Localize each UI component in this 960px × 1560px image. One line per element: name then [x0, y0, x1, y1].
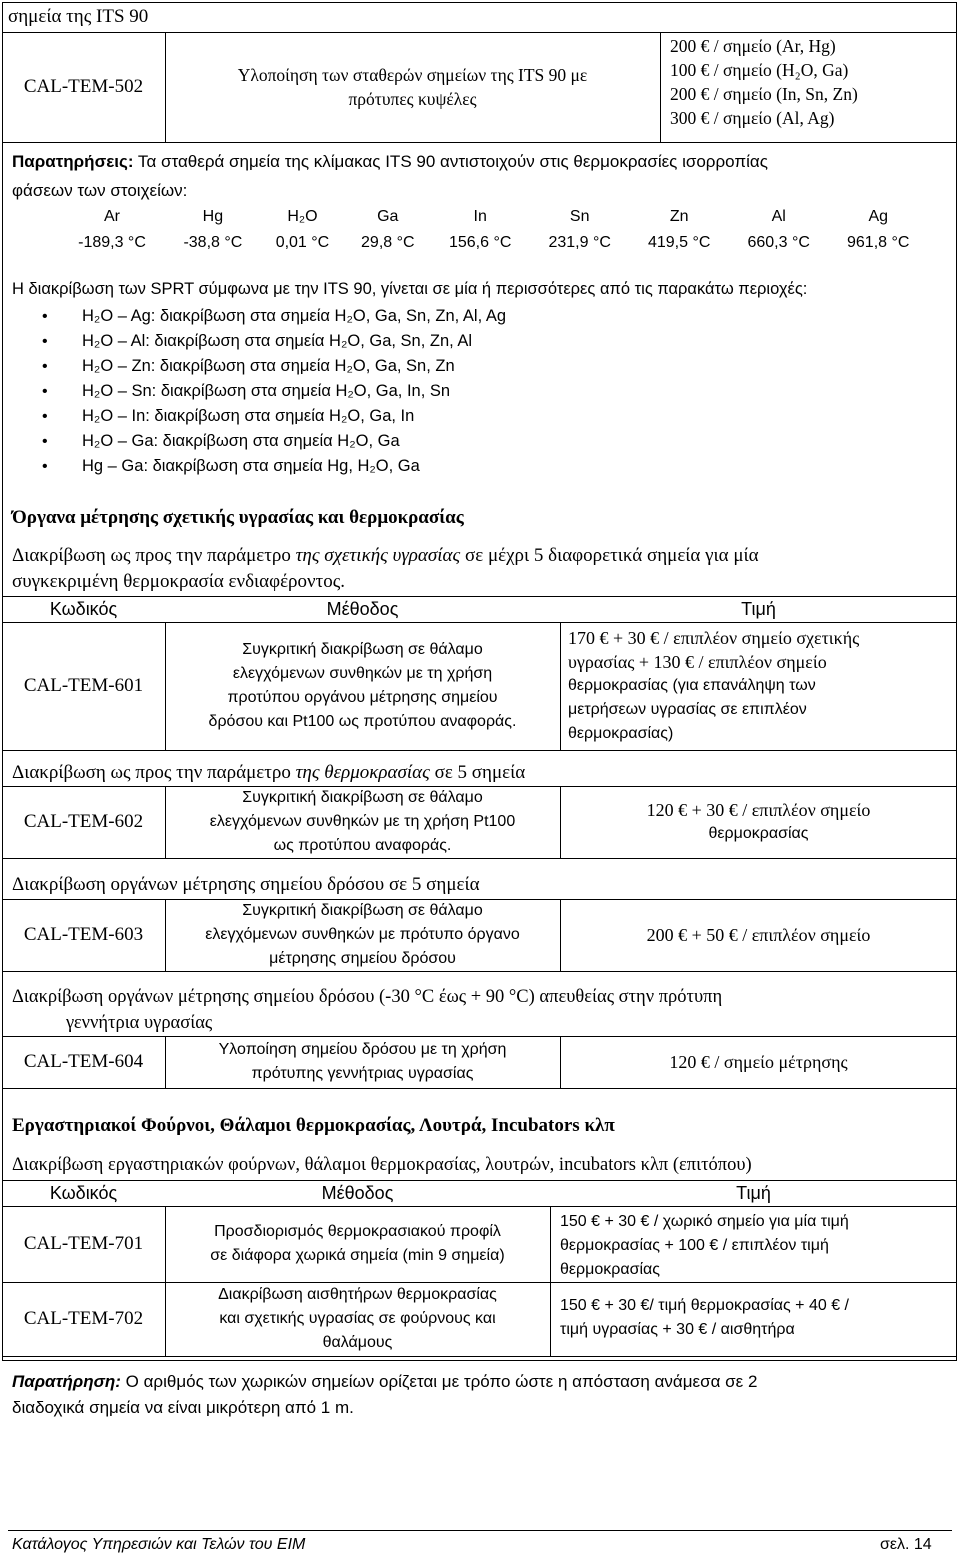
- humidity-sub1-post: σε μέχρι 5 διαφορετικά σημεία για μία: [460, 545, 759, 566]
- its-col-divider-2: [660, 32, 661, 142]
- price-line: 170 € + 30 € / επιπλέον σημείο σχετικής: [568, 628, 860, 648]
- temperature: 961,8 °C: [847, 234, 910, 251]
- price-line: θερμοκρασίας): [568, 725, 674, 742]
- price-line: τιμή υγρασίας + 30 € / αισθητήρα: [560, 1321, 795, 1338]
- col-header-price: Τιμή: [736, 1182, 771, 1203]
- temperature: 419,5 °C: [647, 234, 711, 251]
- col-header-code: Κωδικός: [49, 598, 118, 619]
- list-item: • H₂O – Al: διακρίβωση στα σημεία H₂O, Ga, Sn, Zn, Al: [0, 329, 900, 354]
- row-602-price: [560, 786, 957, 858]
- method-line: και σχετικής υγρασίας σε φούρνους και: [219, 1310, 496, 1327]
- its-col-divider-1: [165, 32, 166, 142]
- remarks-text-1: Τα σταθερά σημεία της κλίμακας ITS 90 αντιστοιχούν στις θερμοκρασίες ισορροπίας: [137, 152, 768, 171]
- footer-rule: [8, 1530, 952, 1531]
- humidity-sub1-pre: Διακρίβωση ως προς την παράμετρο: [12, 545, 296, 566]
- remarks-line1: [12, 152, 768, 172]
- price-line: θερμοκρασίας + 100 € / επιπλέον τιμή: [560, 1237, 829, 1254]
- ovens-heading: Εργαστηριακοί Φούρνοι, Θάλαμοι θερμοκρασίας, Λουτρά, Incubators κλπ: [12, 1115, 615, 1136]
- ovens-note-line2: διαδοχικά σημεία να είναι μικρότερη από 1 m.: [12, 1398, 354, 1417]
- method-line: θαλάμους: [322, 1334, 393, 1351]
- method-line: πρότυπης γεννήτριας υγρασίας: [251, 1065, 474, 1082]
- list-item: • H₂O – Zn: διακρίβωση στα σημεία H₂O, Ga, Sn, Zn: [0, 354, 900, 379]
- its-bottom-divider: [2, 142, 957, 143]
- v-divider: [550, 1206, 551, 1356]
- temperature: 29,8 °C: [361, 234, 415, 251]
- method-line: ελεγχόμενων συνθηκών με τη χρήση Pt100: [209, 813, 516, 830]
- row-702-price: [560, 1294, 849, 1342]
- row-701-price: [560, 1210, 849, 1282]
- list-item: • Hg – Ga: διακρίβωση στα σημεία Hg, H₂O, Ga: [0, 454, 900, 479]
- h-divider: [2, 1356, 957, 1357]
- remarks-label: Παρατηρήσεις:: [12, 152, 134, 171]
- price-line: θερμοκρασίας (για επανάληψη των: [568, 677, 816, 694]
- h-divider: [2, 858, 957, 859]
- element: Al: [771, 208, 786, 225]
- row-603-price: [560, 899, 957, 971]
- row-601-price: [568, 626, 859, 746]
- its-price-2: 200 € / σημείο (In, Sn, Zn): [670, 84, 858, 104]
- ovens-sub: Διακρίβωση εργαστηριακών φούρνων, θάλαμοι θερμοκρασίας, λουτρών, incubators κλπ (επιτόπου): [12, 1155, 752, 1175]
- sprt-intro: Η διακρίβωση των SPRT σύμφωνα με την ITS 90, γίνεται σε μία ή περισσότερες από τις παρακάτω περιοχές:: [12, 280, 808, 298]
- price-line: 120 € + 30 € / επιπλέον σημείο: [646, 800, 871, 820]
- ovens-note-label: Παρατήρηση:: [12, 1372, 121, 1391]
- its-code: CAL-TEM-502: [23, 76, 144, 97]
- humidity-sub4-line2: γεννήτρια υγρασίας: [66, 1013, 213, 1033]
- humidity-sub2: [12, 762, 525, 784]
- list-item: • H₂O – Sn: διακρίβωση στα σημεία H₂O, Ga, In, Sn: [0, 379, 900, 404]
- price-line: 150 € + 30 €/ τιμή θερμοκρασίας + 40 € /: [560, 1297, 849, 1314]
- method-line: Συγκριτική διακρίβωση σε θάλαμο: [242, 902, 483, 919]
- row-604-code: CAL-TEM-604: [23, 1051, 144, 1072]
- fixed-points-temps-row: [58, 230, 928, 256]
- list-item: • H₂O – In: διακρίβωση στα σημεία H₂O, Ga, In: [0, 404, 900, 429]
- row-602-code: CAL-TEM-602: [23, 811, 144, 832]
- its-price-3: 300 € / σημείο (Al, Ag): [670, 108, 835, 128]
- row-601-method: [165, 622, 560, 750]
- its-method: Υλοποίηση των σταθερών σημείων της ITS 90 με πρότυπες κυψέλες: [237, 65, 588, 109]
- method-line: ως προτύπου αναφοράς.: [273, 837, 452, 854]
- footer-page-number: σελ. 14: [880, 1536, 932, 1553]
- footer-left: Κατάλογος Υπηρεσιών και Τελών του ΕΙΜ: [12, 1536, 306, 1553]
- element: Ga: [377, 208, 399, 225]
- temperature: 156,6 °C: [448, 234, 512, 251]
- temperature: 231,9 °C: [548, 234, 611, 251]
- col-header-method: Μέθοδος: [326, 598, 399, 619]
- humidity-sub1: [12, 545, 759, 567]
- method-line: δρόσου και Pt100 ως προτύπου αναφοράς.: [208, 713, 517, 730]
- row-604-price: [560, 1036, 957, 1088]
- col-header-price: Τιμή: [741, 598, 776, 619]
- humidity-sub1-line2: συγκεκριμένη θερμοκρασία ενδιαφέροντος.: [12, 571, 346, 592]
- method-line: ελεγχόμενων συνθηκών με τη χρήση: [232, 665, 493, 682]
- price-line: θερμοκρασίας: [560, 1261, 660, 1278]
- method-line: προτύπου οργάνου μέτρησης σημείου: [227, 689, 498, 706]
- row-603-code: CAL-TEM-603: [23, 924, 144, 945]
- fixed-points-elements-row: [58, 204, 928, 230]
- element: Hg: [202, 208, 224, 225]
- its-price-0: 200 € / σημείο (Ar, Hg): [670, 36, 836, 56]
- list-item: • H₂O – Ga: διακρίβωση στα σημεία H₂O, Ga: [0, 429, 900, 454]
- humidity-sub2-em: της θερμοκρασίας: [295, 762, 430, 783]
- price-line: 120 € / σημείο μέτρησης: [669, 1051, 848, 1072]
- temperature: 0,01 °C: [275, 234, 330, 251]
- row-701-code: CAL-TEM-701: [23, 1233, 144, 1254]
- price-line: μετρήσεων υγρασίας σε επιπλέον: [568, 701, 807, 718]
- row-604-method: [165, 1036, 560, 1088]
- humidity-sub1-em: της σχετικής υγρασίας: [295, 545, 461, 566]
- ovens-note-text: Ο αριθμός των χωρικών σημείων ορίζεται με τρόπο ώστε η απόσταση ανάμεσα σε 2: [120, 1372, 758, 1391]
- row-702-method: [165, 1282, 550, 1356]
- its-header-label: σημεία της ITS 90: [8, 6, 149, 27]
- temperature: 660,3 °C: [747, 234, 810, 251]
- row-601-code: CAL-TEM-601: [23, 675, 144, 696]
- method-line: Υλοποίηση σημείου δρόσου με τη χρήση: [218, 1041, 507, 1058]
- row-701-method: [165, 1206, 550, 1282]
- method-line: Προσδιορισμός θερμοκρασιακού προφίλ: [214, 1223, 501, 1240]
- humidity-heading: Όργανα μέτρησης σχετικής υγρασίας και θερμοκρασίας: [12, 507, 464, 528]
- humidity-sub2-pre: Διακρίβωση ως προς την παράμετρο: [12, 762, 296, 783]
- method-line: ελεγχόμενων συνθηκών με πρότυπο όργανο: [205, 926, 520, 943]
- h-divider: [2, 750, 957, 751]
- its-prices: [670, 34, 858, 130]
- element: In: [473, 208, 487, 225]
- col-header-method: Μέθοδος: [321, 1182, 394, 1203]
- method-line: Συγκριτική διακρίβωση σε θάλαμο: [242, 641, 483, 658]
- method-line: Διακρίβωση αισθητήρων θερμοκρασίας: [218, 1286, 497, 1303]
- price-line: θερμοκρασίας: [708, 825, 809, 842]
- price-line: υγρασίας + 130 € / επιπλέον σημείο: [568, 652, 827, 672]
- sprt-list: [0, 304, 900, 479]
- element: Ag: [868, 208, 889, 225]
- element: Zn: [669, 208, 689, 225]
- ovens-note: [12, 1372, 757, 1392]
- price-line: 200 € + 50 € / επιπλέον σημείο: [646, 924, 871, 945]
- h-divider: [2, 1088, 957, 1089]
- element: Ar: [103, 208, 120, 225]
- method-line: μέτρησης σημείου δρόσου: [269, 950, 456, 967]
- method-line: Συγκριτική διακρίβωση σε θάλαμο: [242, 789, 483, 806]
- h-divider: [2, 971, 957, 972]
- v-divider: [560, 622, 561, 750]
- temperature: -189,3 °C: [78, 234, 146, 251]
- fixed-points-table: [58, 204, 928, 256]
- humidity-sub4-line1: Διακρίβωση οργάνων μέτρησης σημείου δρόσου (-30 °C έως + 90 °C) απευθείας στην πρότυπη: [12, 987, 723, 1007]
- method-line: σε διάφορα χωρικά σημεία (min 9 σημεία): [210, 1247, 505, 1264]
- temperature: -38,8 °C: [183, 234, 243, 251]
- col-header-code: Κωδικός: [49, 1182, 118, 1203]
- humidity-sub3: Διακρίβωση οργάνων μέτρησης σημείου δρόσου σε 5 σημεία: [12, 874, 480, 895]
- price-line: 150 € + 30 € / χωρικό σημείο για μία τιμή: [560, 1213, 849, 1230]
- its-price-1: 100 € / σημείο (H₂O, Ga): [670, 60, 849, 80]
- row-702-code: CAL-TEM-702: [23, 1308, 144, 1329]
- remarks-line2: φάσεων των στοιχείων:: [12, 181, 188, 200]
- row-602-method: [165, 786, 560, 858]
- row-603-method: [165, 899, 560, 971]
- list-item: • H₂O – Ag: διακρίβωση στα σημεία H₂O, Ga, Sn, Zn, Al, Ag: [0, 304, 900, 329]
- humidity-sub2-post: σε 5 σημεία: [429, 762, 526, 783]
- element: Sn: [569, 208, 590, 225]
- element: H₂O: [287, 208, 318, 225]
